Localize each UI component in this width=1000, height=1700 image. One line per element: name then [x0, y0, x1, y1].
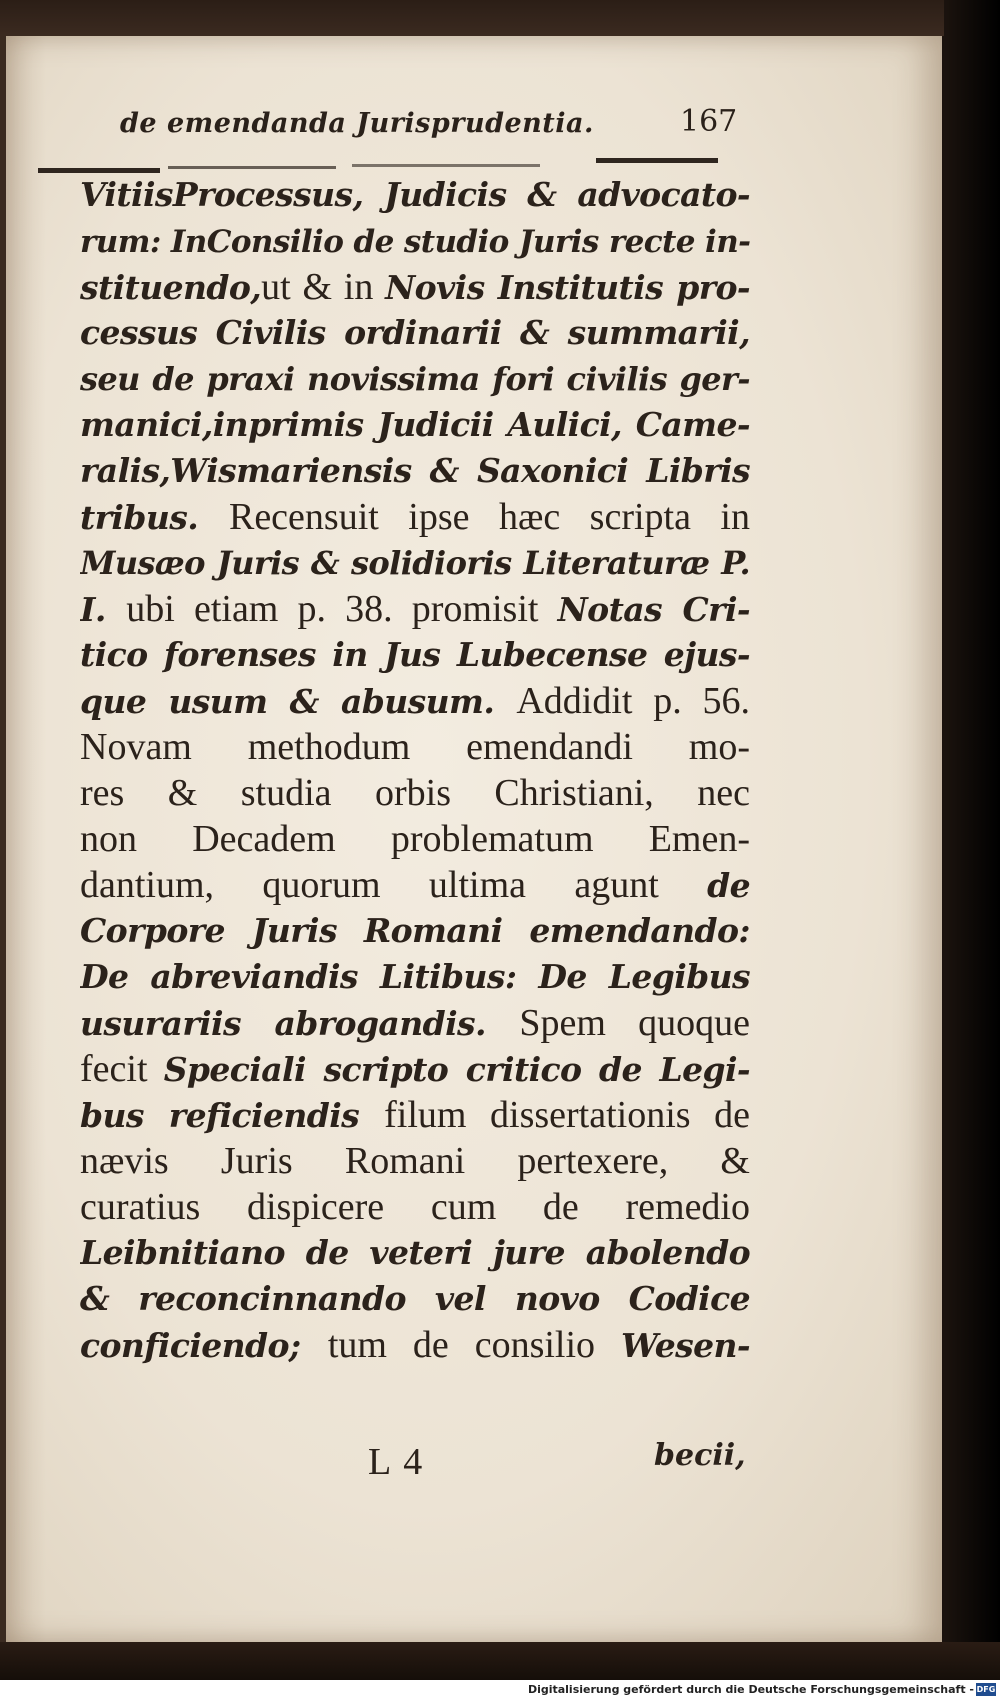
text-line: [80, 402, 750, 448]
page-gutter-shadow: [6, 36, 46, 1642]
text-line: [80, 448, 750, 494]
text-line: [80, 586, 750, 632]
italic-text: Musæo Juris & solidioris Literaturæ P.: [80, 544, 750, 582]
italic-text: ralis,Wismariensis & Saxonici Libris: [80, 451, 750, 490]
text-line: [80, 1000, 750, 1046]
roman-text: ut & in: [261, 266, 386, 308]
roman-text: Recensuit ipse hæc scripta in: [228, 496, 750, 538]
text-line: [80, 816, 750, 862]
italic-text: bus reficiendis: [80, 1096, 385, 1135]
italic-text: tico forenses in Jus Lubecense ejus-: [80, 635, 750, 674]
text-line: [80, 172, 750, 218]
text-line: [80, 1184, 750, 1230]
italic-text: conficiendo;: [80, 1326, 328, 1365]
italic-text: que usum & abusum.: [80, 682, 517, 721]
text-line: [80, 1046, 750, 1092]
scan-bottom-edge: [0, 1642, 1000, 1680]
header-rule: [352, 164, 540, 167]
roman-text: ubi etiam p. 38. promisit: [126, 588, 558, 630]
text-line: [80, 494, 750, 540]
italic-text: Speciali scripto critico de Legi-: [163, 1050, 750, 1089]
text-line: [80, 310, 750, 356]
italic-text: VitiisProcessus, Judicis & advocato-: [80, 175, 750, 214]
scan-right-edge: [944, 0, 1000, 1700]
text-line: [80, 356, 750, 402]
italic-text: de: [707, 866, 750, 905]
roman-text: Spem quoque: [519, 1002, 750, 1044]
catchword: becii,: [654, 1438, 746, 1473]
italic-text: Notas Cri-: [557, 590, 750, 629]
page-number: 167: [680, 104, 738, 139]
scan-top-edge: [0, 0, 1000, 36]
text-line: [80, 1092, 750, 1138]
roman-text: fecit: [80, 1048, 164, 1090]
text-line: [80, 1230, 750, 1276]
italic-text: tribus.: [80, 498, 229, 537]
italic-text: cessus Civilis ordinarii & summarii,: [80, 313, 750, 352]
text-line: [80, 678, 750, 724]
text-line: [80, 862, 750, 908]
text-line: [80, 264, 750, 310]
italic-text: usurariis abrogandis.: [80, 1004, 520, 1043]
roman-text: curatius dispicere cum de remedio: [80, 1186, 750, 1228]
signature-mark: L 4: [368, 1441, 425, 1483]
text-line: [80, 770, 750, 816]
text-line: [80, 540, 750, 586]
digitization-credit: Digitalisierung gefördert durch die Deutsche Forschungsgemeinschaft -: [527, 1683, 974, 1696]
roman-text: res & studia orbis Christiani, nec: [80, 772, 750, 814]
roman-text: filum dissertationis de: [384, 1094, 750, 1136]
text-line: [80, 1276, 750, 1322]
text-line: [80, 1322, 750, 1368]
text-line: [80, 954, 750, 1000]
roman-text: Addidit p. 56.: [516, 680, 750, 722]
text-line: [80, 632, 750, 678]
roman-text: Novam methodum emendandi mo-: [80, 726, 750, 768]
text-line: [80, 1138, 750, 1184]
text-line: [80, 218, 750, 264]
roman-text: dantium, quorum ultima agunt: [80, 864, 708, 906]
italic-text: Novis Institutis pro-: [385, 268, 750, 307]
roman-text: non Decadem problematum Emen-: [80, 818, 750, 860]
roman-text: tum de consilio: [327, 1324, 621, 1366]
italic-text: stituendo,: [80, 268, 262, 307]
italic-text: Wesen-: [620, 1326, 750, 1365]
roman-text: nævis Juris Romani pertexere, &: [80, 1140, 750, 1182]
italic-text: De abreviandis Litibus: De Legibus: [80, 957, 750, 996]
italic-text: Leibnitiano de veteri jure abolendo: [80, 1233, 750, 1272]
running-title: de emendanda Jurisprudentia.: [120, 108, 594, 139]
header-rule: [596, 158, 718, 163]
dfg-logo: DFG: [976, 1685, 996, 1694]
italic-text: & reconcinnando vel novo Codice: [80, 1279, 750, 1318]
italic-text: Corpore Juris Romani emendando:: [80, 911, 750, 950]
text-line: [80, 908, 750, 954]
italic-text: seu de praxi novissima fori civilis ger-: [80, 360, 750, 398]
text-line: [80, 724, 750, 770]
body-text: [80, 172, 750, 1368]
italic-text: I.: [80, 590, 127, 629]
header-rule: [168, 166, 336, 169]
italic-text: rum: InConsilio de studio Juris recte in-: [80, 224, 750, 260]
italic-text: manici,inprimis Judicii Aulici, Came-: [80, 405, 750, 444]
